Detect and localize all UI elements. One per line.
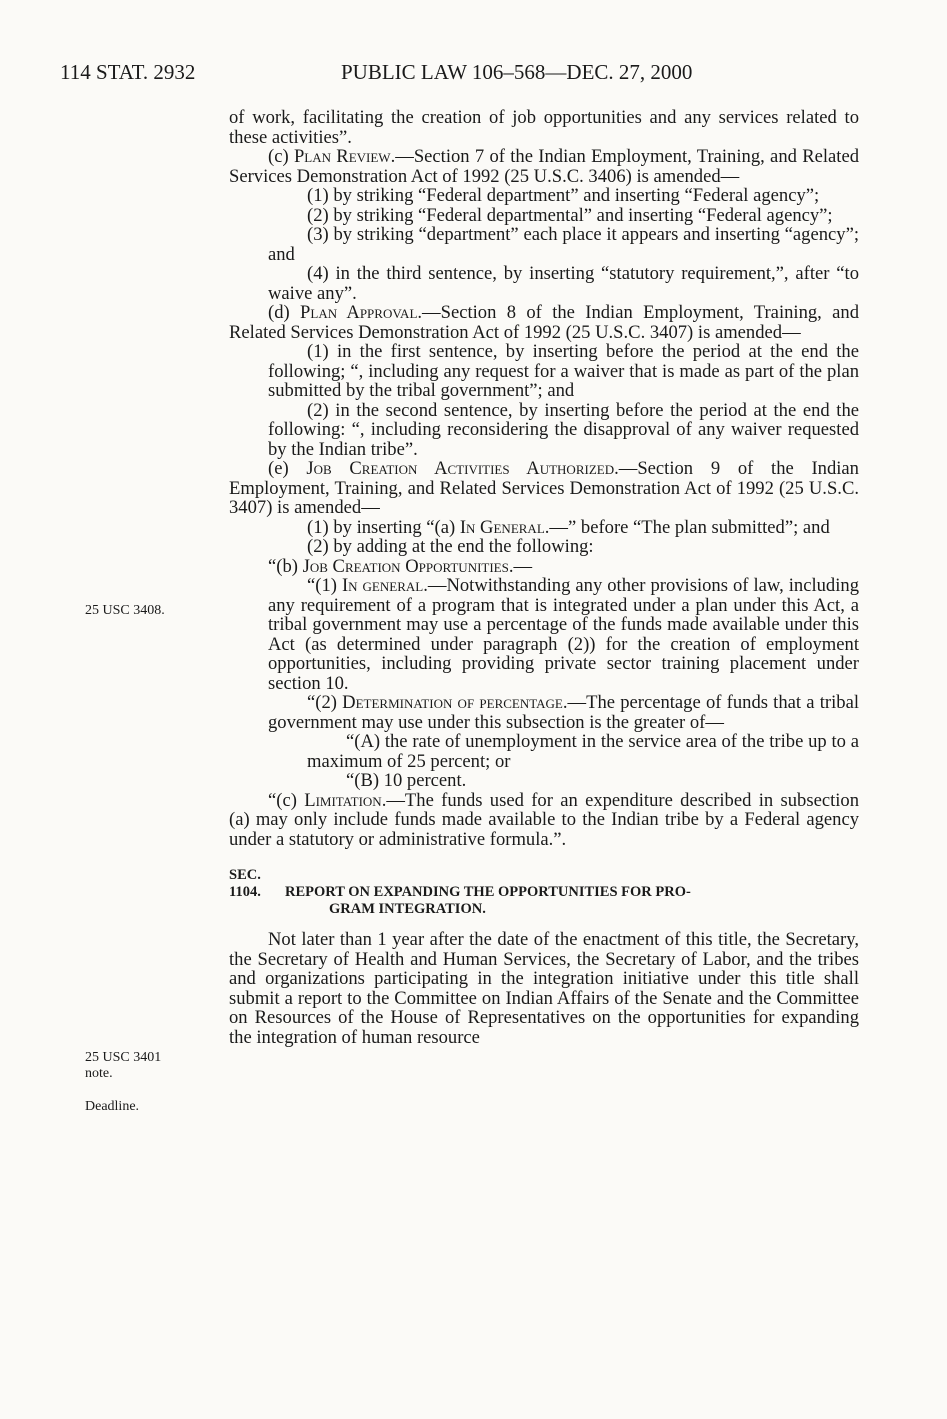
paragraph-d1: (1) in the first sentence, by inserting before the period at the end the following; “, including any request for a waiver that is made as part of the plan submitted by the tribal government”; and — [268, 341, 859, 401]
subsection-b-heading — [229, 557, 859, 577]
text-run: .—The funds used for an expenditure described in subsection (a) may only include funds made available to the Indian tribe by a Federal agency under a statutory or administrative formula.”. — [229, 789, 859, 850]
text-run-smallcaps: In general — [341, 575, 424, 596]
paragraph-c4: (4) in the third sentence, by inserting “statutory requirement,”, after “to waive any”. — [268, 263, 859, 304]
text-run-smallcaps: Determination of percentage — [342, 692, 563, 713]
margin-note-line: note. — [85, 1066, 113, 1081]
section-heading — [229, 867, 859, 918]
paragraph-e2: (2) by adding at the end the following: — [307, 536, 594, 557]
text-run: “(1) — [307, 575, 342, 596]
text-run: .—Notwithstanding any other provisions of law, including any requirement of a program that is integrated under a plan under this Act, a tribal government may use a percentage of the funds made available under this Act (as determined under paragraph (2)) for the creation of employment opportunities, including providing private sector training placement under section 10. — [268, 575, 859, 694]
document-body — [229, 108, 859, 1047]
section-title: REPORT ON EXPANDING THE OPPORTUNITIES FOR PRO- — [285, 884, 691, 900]
text-run-smallcaps: Limitation — [304, 789, 382, 811]
paragraph-bB: “(B) 10 percent. — [346, 770, 467, 791]
section-1104-text: Not later than 1 year after the date of the enactment of this title, the Secretary, the Secretary of Health and Human Services, the Secretary of Labor, and the tribes and organizations participating in the integration initiative under this title shall submit a report to the Committee on Indian Affairs of the Senate and the Committee on Resources of the House of Representatives on the opportunities for expanding the integration of human resource — [229, 929, 859, 1048]
subsection-label: (e) — [268, 458, 307, 479]
text-run: “(c) — [268, 789, 305, 811]
subsection-c-limitation — [229, 791, 859, 850]
text-run: “(b) — [268, 555, 303, 577]
section-number: SEC. 1104. — [229, 867, 261, 900]
paragraph-b2 — [229, 693, 859, 732]
paragraph-b1 — [229, 576, 859, 693]
paragraph-c2: (2) by striking “Federal departmental” and inserting “Federal agency”; — [307, 204, 833, 226]
page-header — [60, 60, 887, 90]
text-run-smallcaps: Job Creation Opportunities — [302, 555, 509, 577]
paragraph-e1 — [229, 518, 859, 538]
paragraph-c1: (1) by striking “Federal department” and inserting “Federal agency”; — [307, 185, 820, 206]
subsection-d — [229, 303, 859, 342]
subsection-heading: Plan Review — [293, 146, 391, 167]
subsection-heading: Job Creation Activities Authorized — [306, 458, 615, 479]
subsection-text: .—Section 9 of the Indian Employment, Training, and Related Services Demonstration Act of 1992 (25 U.S.C. 3407) is amended— — [229, 458, 859, 518]
text-run-smallcaps: In General — [459, 516, 545, 538]
subsection-text: .—Section 7 of the Indian Employment, Training, and Related Services Demonstration Act of 1992 (25 U.S.C. 3406) is amended— — [229, 146, 859, 187]
text-run: (1) by inserting “(a) — [307, 516, 460, 538]
margin-note-usc-3408: 25 USC 3408. — [85, 603, 165, 618]
subsection-label: (c) — [268, 146, 294, 167]
text-run: .—” before “The plan submitted”; and — [544, 516, 830, 538]
text-run: .—The percentage of funds that a tribal government may use under this subsection is the greater of— — [268, 692, 859, 733]
margin-note-line: 25 USC 3401 — [85, 1050, 162, 1065]
margin-note-usc-3401 — [85, 1050, 161, 1082]
margin-note-deadline: Deadline. — [85, 1099, 140, 1114]
subsection-e — [229, 459, 859, 518]
paragraph-d2: (2) in the second sentence, by inserting before the period at the end the following: “, including reconsidering the disapproval of any waiver requested by the Indian tribe”. — [268, 399, 859, 460]
paragraph-bA: “(A) the rate of unemployment in the service area of the tribe up to a maximum of 25 percent; or — [307, 731, 859, 772]
subsection-text: .—Section 8 of the Indian Employment, Training, and Related Services Demonstration Act of 1992 (25 U.S.C. 3407) is amended— — [229, 302, 859, 343]
paragraph-continuation: of work, facilitating the creation of job opportunities and any services related to these activities”. — [229, 107, 859, 148]
paragraph-c3: (3) by striking “department” each place it appears and inserting “agency”; and — [268, 224, 859, 265]
section-title-continued: GRAM INTEGRATION. — [329, 901, 486, 917]
text-run: .— — [508, 555, 533, 577]
subsection-c — [229, 147, 859, 186]
text-run: “(2) — [307, 692, 343, 713]
subsection-heading: Plan Approval — [300, 302, 418, 323]
public-law-reference: PUBLIC LAW 106–568—DEC. 27, 2000 — [341, 60, 693, 84]
statute-page-reference: 114 STAT. 2932 — [60, 60, 196, 84]
subsection-label: (d) — [268, 302, 301, 323]
